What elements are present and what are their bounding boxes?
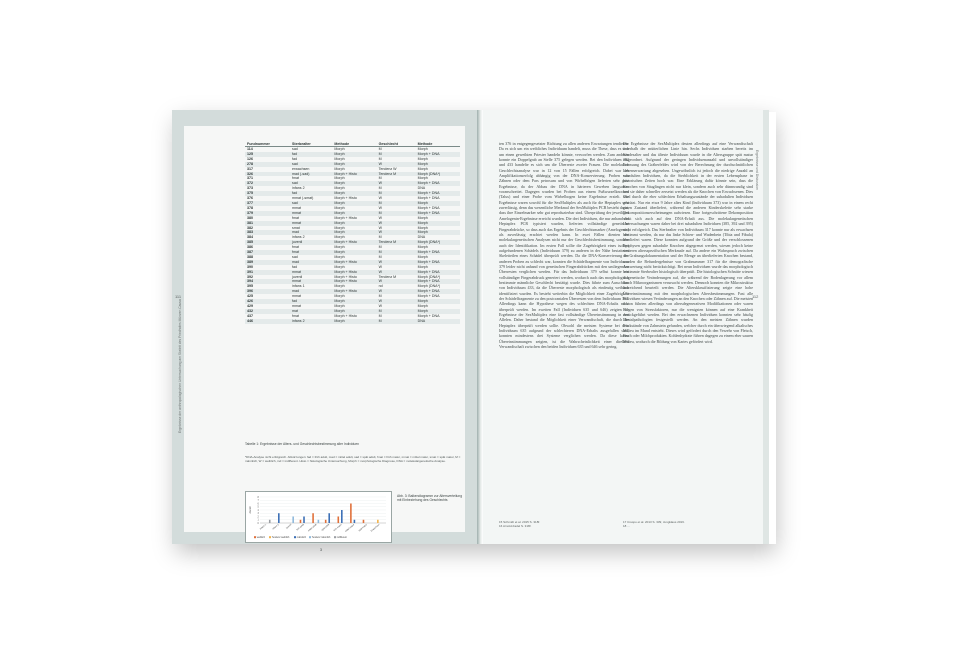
- table-cell: M: [378, 147, 382, 151]
- bar-chart: [246, 492, 391, 542]
- legend-label: Tendenz männlich: [311, 537, 331, 539]
- table-cell: Morph + Histo: [334, 215, 357, 220]
- table-cell: Morph + DNA: [416, 191, 460, 196]
- table-cell: fad: [290, 191, 332, 196]
- table-cell: Morph: [332, 211, 376, 216]
- table-cell: M: [378, 294, 382, 299]
- table-cell: 388: [247, 254, 253, 259]
- table-cell: Morph: [332, 230, 376, 235]
- table-cell: Morph + Histo: [332, 279, 376, 284]
- table-cell: Morph: [332, 201, 376, 206]
- table-cell: sad: [290, 181, 332, 186]
- table-cell: Morph: [417, 156, 428, 161]
- table-cell: Morph: [332, 162, 376, 167]
- table-cell: W: [378, 215, 382, 220]
- y-tick-label: 8: [257, 496, 259, 499]
- bar: [278, 513, 280, 523]
- bar: [341, 510, 343, 523]
- table-cell: W: [377, 230, 416, 235]
- table-cell: infans 2: [292, 235, 305, 240]
- bar: [354, 520, 356, 523]
- table-cell: 377: [245, 201, 290, 206]
- table-cell: Morph + Histo: [332, 260, 376, 265]
- table-cell: 390: [247, 264, 253, 269]
- legend-swatch: [309, 536, 311, 538]
- table-cell: Morph: [332, 250, 376, 255]
- table-cell: Morph (DNA*): [417, 284, 441, 289]
- table-cell: infans 2: [292, 186, 305, 191]
- table-cell: mmat: [292, 294, 301, 299]
- table-cell: mmat: [292, 205, 301, 210]
- table-cell: 383: [245, 230, 290, 235]
- table-cell: Morph: [334, 225, 345, 230]
- table-cell: 382: [247, 225, 253, 230]
- table-cell: Morph: [417, 225, 428, 230]
- table-cell: Morph + Histo: [334, 313, 357, 318]
- table-cell: Morph + DNA: [417, 196, 440, 201]
- table-cell: Morph: [334, 166, 345, 171]
- y-tick-label: 0: [257, 522, 259, 525]
- table-cell: fad: [290, 152, 332, 157]
- table-cell: W: [378, 196, 382, 201]
- table-cell: Morph: [417, 254, 428, 259]
- column-header: Sterbealter: [290, 141, 332, 147]
- column-header: Methode: [416, 141, 460, 147]
- table-cell: W: [377, 162, 416, 167]
- table-cell: W: [377, 279, 416, 284]
- table-cell: Morph: [417, 245, 428, 250]
- table-cell: W: [377, 289, 416, 294]
- table-cell: mmat: [292, 304, 301, 308]
- table-cell: smat: [292, 225, 300, 230]
- table-cell: 378: [247, 205, 253, 210]
- table-row: [245, 319, 460, 324]
- table-cell: 387: [245, 250, 290, 255]
- x-tick-label: mittel adult: [307, 524, 318, 533]
- legend-swatch: [254, 536, 256, 538]
- legend-label: indifferent: [336, 537, 347, 539]
- table-cell: fmat: [292, 245, 300, 250]
- table-cell: Morph: [417, 147, 428, 151]
- column-header: Methode: [332, 141, 376, 147]
- table-cell: DNA: [417, 235, 426, 240]
- table-cell: Tendenz W: [378, 166, 397, 171]
- table-cell: Morph: [334, 235, 345, 240]
- table-cell: M: [378, 313, 382, 318]
- text-column-1: [499, 141, 629, 511]
- table-cell: W: [377, 299, 416, 304]
- table-cell: 386: [247, 245, 253, 250]
- table-cell: Morph: [334, 264, 345, 269]
- table-cell: Morph: [417, 215, 428, 220]
- table-cell: fmat: [290, 250, 332, 255]
- table-cell: W: [377, 181, 416, 186]
- legend-label: männlich: [296, 537, 307, 539]
- table-cell: Morph: [416, 230, 460, 235]
- table-cell: 396: [245, 289, 290, 294]
- table-cell: 425: [247, 294, 253, 299]
- table-cell: Morph: [416, 309, 460, 314]
- table-cell: Morph + Histo: [332, 289, 376, 294]
- column-2-text: Die Ergebnisse der SexMultiplex deuten allerdings auf eine Verwandtschaft innerhalb der mütterlichen Linie hin. Sechs Individuen starben bereits im Kindesalter und das älteste Individuum wurde in die Altersgruppe spät matur eingeordnet. Aufgrund der geringen Individuenanzahl und unvollständiger Erfassung des Gräberfeldes wird von der Berechnung der durchschnittlichen Lebenserwartung abgesehen. Ungewöhnlich ist jedoch die niedrige Anzahl an subadulten Individuen, da die Sterblichkeit in der ersten Lebensphase in historischen Zeiten hoch war. Eine Erklärung dafür könnte sein, dass die Knochen von Säuglingen nicht nur klein, sondern auch sehr dünnwandig sind und sie daher schneller zersetzt werden als die Knochen von Erwachsenen. Dies wird durch die eher schlechten Erhaltungszustände der subadulten Individuen gestützt. Nur ein etwa 9 Jahre altes Kind (Individuum 373) war in einem recht guten Zustand überliefert, während die anderen Kinderskelette sehr starke Dekompositionserscheinungen aufwiesen. Eine fortgeschrittene Dekomposition wirkt sich auch auf den DNA-Erhalt aus. Die molekulargenetischen Untersuchungen waren daher bei drei subadulten Individuen (385, 392 und 395) nicht erfolgreich. Das Sterbealter von Individuum 317 konnte nur als erwachsen bestimmt werden, da nur das linke Schien- und Wadenbein (Tibia und Fibula) überliefert waren. Diese konnten aufgrund der Größe und der verschlossenen Epiphysen gegen subadulte Knochen abgegrenzt werden, wiesen jedoch keine weiteren altersspezifischen Merkmale auf. Da andere ein Wahrspruch zwischen der Grabungsdokumentation und der Menge an überlieferten Knochen bestand, wurden die Befundergebnisse von Grabnummer 317 für die demografische Auswertung nicht berücksichtigt. Bei neun Individuen wurde das morphologisch bestimmte Sterbealter histologisch überprüft. Die histologischen Schnitte wiesen diagenetische Veränderungen auf, die während der Bodenlagerung vor allem durch Mikroorganismen verursacht werden. Dennoch konnten die Mikrostruktur ausreichend beurteilt werden. Die Altersklassifizierung zeigte eine hohe Übereinstimmung mit den morphologischen Altersbestimmungen. Fast alle Individuen wiesen Veränderungen an den Knochen oder Zähnen auf. Die meisten davon führten allerdings von altersdegenerativen Modifikationen oder waren Folgen von Stressfaktoren, nur die wenigsten können auf eine Krankheit zurückgeführt werden. Bei den erwachsenen Individuen konnten sehr häufig Dentalpathologien festgestellt werden. An den meisten Zähnen wurden Rückstände von Zahnstein gefunden, welcher durch ein überwiegend alkalisches Milieu im Mund entsteht. Dieses wird gefördert durch den Verzehr von Fleisch, Fisch oder Milchprodukten. Kohlenhydrate führen dagegen zu einem eher sauren Milieu, wodurch die Bildung von Karies gefördert wird.: [623, 141, 753, 344]
- bar: [303, 517, 305, 524]
- table-cell: Morph: [417, 166, 428, 171]
- table-cell: Morph: [334, 304, 345, 308]
- table-cell: 379: [245, 211, 290, 216]
- legend-swatch: [294, 536, 296, 538]
- column-header: Fundnummer: [245, 141, 290, 147]
- table-cell: 446: [245, 319, 290, 324]
- table-cell: W: [378, 205, 382, 210]
- table-cell: M: [378, 245, 382, 250]
- table-cell: W: [378, 304, 382, 308]
- table-cell: W: [377, 260, 416, 265]
- text-column-2: [623, 141, 753, 511]
- table-cell: juvenil: [292, 274, 303, 279]
- table-cell: Morph: [416, 201, 460, 206]
- table-cell: Morph: [334, 176, 345, 181]
- table-cell: 326: [245, 172, 290, 177]
- table-cell: 385: [245, 240, 290, 245]
- bar: [300, 520, 302, 523]
- table-cell: 392: [247, 274, 253, 279]
- table-cell: fad: [292, 156, 298, 161]
- table-cell: mat: [290, 309, 332, 314]
- left-running-header: Ergebnisse der anthropologischen Untersuchung am Skelett des Friedhofes Münzen Causa: [178, 299, 182, 433]
- table-cell: Morph: [334, 205, 345, 210]
- table-cell: 432: [245, 309, 290, 314]
- bar: [269, 520, 271, 523]
- table-cell: W: [378, 225, 382, 230]
- table-cell: Tendenz M: [377, 240, 416, 245]
- table-cell: Morph: [416, 221, 460, 226]
- table-cell: fad: [290, 299, 332, 304]
- table-cell: DNA: [417, 186, 426, 191]
- table-cell: Morph + DNA: [417, 294, 440, 299]
- x-tick-label: mittel matur: [345, 524, 356, 533]
- table-cell: Morph + DNA: [416, 279, 460, 284]
- table-cell: 381: [245, 221, 290, 226]
- table-cell: 429: [247, 304, 253, 308]
- table-cell: Morph: [334, 186, 345, 191]
- table-cell: M: [377, 309, 416, 314]
- table-cell: M: [377, 211, 416, 216]
- table-cell: 375: [245, 191, 290, 196]
- y-tick-label: 7: [257, 500, 259, 503]
- table-cell: Morph + Histo: [334, 196, 357, 201]
- table-cell: 278: [245, 162, 290, 167]
- table-cell: M: [378, 176, 382, 181]
- table-cell: mad: [290, 289, 332, 294]
- table-cell: M: [378, 156, 382, 161]
- bar: [325, 520, 327, 523]
- table-cell: Morph + DNA: [416, 211, 460, 216]
- table-cell: Morph: [416, 162, 460, 167]
- y-tick-label: 4: [257, 509, 259, 512]
- bar: [318, 520, 320, 523]
- table-cell: 371: [247, 176, 253, 181]
- table-cell: mad: [290, 260, 332, 265]
- table-cell: Morph: [417, 176, 428, 181]
- table-cell: sad: [290, 162, 332, 167]
- left-page-number: 111: [175, 294, 182, 299]
- table-cell: 373: [247, 186, 253, 191]
- table-cell: Morph: [334, 294, 345, 299]
- table-cell: Morph + DNA: [416, 250, 460, 255]
- table-cell: 125: [245, 152, 290, 157]
- y-tick-label: 2: [257, 516, 259, 519]
- table-cell: Morph: [334, 245, 345, 250]
- table-cell: Morph (DNA*): [416, 240, 460, 245]
- x-tick-label: infans 2: [272, 524, 280, 531]
- table-cell: Morph: [332, 309, 376, 314]
- x-tick-label: spät adult: [321, 524, 330, 532]
- table-cell: Tendenz M: [377, 172, 416, 177]
- table-cell: M: [377, 191, 416, 196]
- table-cell: M: [378, 235, 382, 240]
- table-cell: W: [377, 221, 416, 226]
- figure-frame: [245, 491, 392, 543]
- table-cell: M: [377, 201, 416, 206]
- table-cell: W: [377, 270, 416, 275]
- table-cell: Morph + Histo: [332, 240, 376, 245]
- y-axis-label: Anzahl: [250, 506, 252, 514]
- table-cell: 126: [247, 156, 253, 161]
- table-cell: 317: [247, 166, 253, 171]
- table-cell: 376: [247, 196, 253, 201]
- table-cell: Morph + Histo: [332, 172, 376, 177]
- table-cell: fmat: [292, 176, 300, 181]
- y-tick-label: 5: [257, 506, 259, 509]
- table-cell: Morph + DNA: [416, 181, 460, 186]
- table-cell: M: [377, 319, 416, 324]
- table-cell: 394: [245, 279, 290, 284]
- table-cell: Morph: [334, 284, 345, 289]
- table-cell: fad: [292, 264, 298, 269]
- table-cell: fmat: [292, 313, 300, 318]
- table-body: [245, 147, 460, 324]
- x-tick-label: früh adult: [296, 524, 305, 532]
- bar: [328, 513, 330, 523]
- table-cell: M: [377, 250, 416, 255]
- table-cell: 391: [245, 270, 290, 275]
- table-cell: Morph: [332, 181, 376, 186]
- table-cell: M: [377, 152, 416, 157]
- table-cell: Morph + DNA: [417, 313, 440, 318]
- table-cell: mad (-sad): [290, 172, 332, 177]
- table-cell: nd: [378, 284, 383, 289]
- table-cell: Morph: [332, 152, 376, 157]
- table-cell: Morph: [417, 264, 428, 269]
- footnotes-column-2: 17 Crespo et al. 2013 S. 339; Jungklaus 2016. 18 ...: [623, 520, 685, 529]
- x-tick-label: früh matur: [333, 524, 343, 532]
- table-cell: 380: [247, 215, 253, 220]
- table-cell: mmat: [290, 211, 332, 216]
- footnotes-column-1: 15 Schmidt et al. 2015 S. 318f. 16 Arnold-Fadel S. 318f.: [499, 520, 541, 529]
- table-cell: 395: [247, 284, 253, 289]
- table-cell: Morph + Histo: [334, 274, 357, 279]
- table-cell: 389: [245, 260, 290, 265]
- table-cell: mmat: [290, 279, 332, 284]
- left-page-foot: 3: [320, 548, 322, 552]
- table-cell: fmat: [292, 215, 300, 220]
- table-cell: Morph: [332, 191, 376, 196]
- table-cell: W: [378, 264, 382, 269]
- y-tick-label: 3: [257, 513, 259, 516]
- table-cell: mad: [290, 230, 332, 235]
- y-tick-label: 1: [257, 519, 259, 522]
- table-cell: juvenil: [290, 240, 332, 245]
- table-cell: Morph: [332, 221, 376, 226]
- table-cell: sad: [290, 201, 332, 206]
- table-cell: DNA: [416, 319, 460, 324]
- x-tick-label: juvenil: [286, 524, 293, 530]
- table-cell: Morph + DNA: [416, 270, 460, 275]
- bar: [363, 520, 365, 523]
- y-tick-label: 6: [257, 503, 259, 506]
- table-cell: sad: [292, 147, 298, 151]
- table-cell: mmat: [290, 270, 332, 275]
- table-cell: 426: [245, 299, 290, 304]
- bar: [337, 517, 339, 524]
- x-tick-label: spät matur: [358, 524, 368, 533]
- table-cell: M: [378, 254, 382, 259]
- table-cell: Morph (DNA*): [417, 274, 441, 279]
- table-caption: Tabelle 1: Ergebnisse der Alters- und Geschlechtsbestimmung aller Individuen: [245, 442, 359, 446]
- table-cell: infans 1: [292, 284, 305, 289]
- table-cell: Morph + DNA: [417, 205, 440, 210]
- table-cell: Morph: [332, 319, 376, 324]
- x-tick-label: infans 1: [259, 524, 267, 531]
- table-cell: Morph: [332, 299, 376, 304]
- table-cell: 437: [247, 313, 253, 318]
- table-cell: Morph + Histo: [332, 270, 376, 275]
- table-cell: mmat: [290, 221, 332, 226]
- legend-swatch: [269, 536, 271, 538]
- table-cell: mmat (-smat): [292, 196, 314, 201]
- table-cell: infans 2: [290, 319, 332, 324]
- legend-label: weiblich: [256, 537, 265, 539]
- page-edge: [763, 110, 769, 544]
- table-cell: erwachsen: [292, 166, 310, 171]
- bar: [350, 504, 352, 524]
- table-cell: 114: [247, 147, 253, 151]
- table-footnote: *DNA-Analyse nicht erfolgreich. Abkürzungen: fad = früh adult, mad = mittel adult, sad = spät adult, fmat = früh matur, mmat = mittel matur, smat = spät matur, M = männlich, W = weiblich, ind = indifferent. Histo = histologische Untersuchung, Morph = morphologische Diagnose, DNA = molekulargenetische Analyse.: [245, 455, 461, 464]
- findings-table: [245, 141, 460, 324]
- table-cell: Morph + DNA: [416, 289, 460, 294]
- table-cell: 372: [245, 181, 290, 186]
- table-cell: Morph + DNA: [416, 152, 460, 157]
- right-running-header: Ergebnisse und Diskussion: [755, 150, 759, 190]
- bar: [377, 520, 379, 523]
- column-1-text: ten 376 in entgegengesetzter Richtung zu allen anderen Erwartungen tendieren. Da es sich um ein weibliches Individuum handelt, muss die These, dass es sich um einen geweihten Priester handeln könnte, verworfen werden. Zum anderen konnte ein Doppelgrab an Stelle 375 gelegen werden. Bei den Individuen 382 und 433 handelte es sich um die Überreste zweier Frauen. Die molekulare Geschlechtsanalyse war in 12 von 15 Fällen erfolgreich. Dabei war der Amplifikationserfolg abhängig von der DNA-Konservierung. Proben von Zähnen oder dem Pars petrosum und von Wirbelbögen lieferten sehr gute Ergebnisse, da der Abbau der DNA in härteren Geweben langsamer voranschreitet. Dagegen wurden bei Proben aus einem Fußwurzelknochen (Talus) und einer Probe vom Wirbelbogen keine Ergebnisse erzielt. Die Ergebnisse waren sowohl für die SexMultiplex als auch für die Heptaplex sehr zuverlässig, denn das wesentliche Merkmal der SexMultiplex PCR besteht darin, dass ihre Einzelmarker sehr gut reproduzierbar sind. Überprüfung der jeweiligen Amelogenin-Ergebnisse erreicht wurden. Die drei Individuen, die nur anhand der Heptaplex PCR typisiert wurden, lieferten vollständige genetische Fingerabdrücke, so dass auch das Ergebnis der Geschlechtsmarker (Amelogenin) als zuverlässig erachtet werden kann. In zwei Fällen dienten die molekulargenetischen Analysen nicht nur der Geschlechtsbestimmung, sondern auch der Identifikation. Im ersten Fall sollte die Zugehörigkeit eines isoliert aufgefundenen Schädels (Individuum 379) zu anderen in der Nähe bestatteten Skeletteilen eines Schädel überprüft werden. Da die DNA-Konservierung der anderen Proben zu schlecht war, konnten die Schädelfragmente von Individuum 379 leider nicht anhand von genetischen Fingerabdrücken mit den umliegenden Überresten verglichen werden. Für das Individuum 379 selbst konnte ein vollständiger Fingerabdruck generiert werden, wodurch auch das morphologisch bestimmte männliche Geschlecht bestätigt wurde. Dies führte zum Ausschluss von Individuum 433, da die Überreste morphologisch als eindeutig weiblich identifiziert wurden. Es besteht weiterhin die Möglichkeit einer Zugehörigkeit der Schädelfragmente zu den postcranialen Überresten von dem Individuum 391. Allerdings kann die Hypothese wegen des schlechten DNA-Erhalts nicht überprüft werden. Im zweiten Fall (Individuen 635 und 646) zeigten die Ergebnisse der SexMultiplex eine fast vollständige Übereinstimmung in den Allelen. Daher bestand die Möglichkeit einer Verwandtschaft, die durch die Heptaplex überprüft werden sollte. Obwohl die meisten Systeme bei dem Individuum 635 aufgrund der schlechteren DNA-Erhalts ausgefallen sind, konnten mindestens drei Systeme verglichen werden. Da diese kaum Übereinstimmungen zeigten, ist die Wahrscheinlichkeit einer direkten Verwandtschaft zwischen den beiden Individuen 635 und 646 sehr gering.: [499, 141, 629, 350]
- bar: [312, 513, 314, 523]
- table-cell: Morph: [417, 304, 428, 308]
- table-cell: Morph: [334, 147, 345, 151]
- table-cell: Morph: [334, 254, 345, 259]
- bar: [292, 517, 294, 524]
- right-page-number: 112: [752, 294, 759, 299]
- table-cell: sad: [292, 254, 298, 259]
- table-cell: Morph (DNA*): [416, 172, 460, 177]
- x-tick-label: Erwachsen: [370, 524, 381, 533]
- legend-label: Tendenz weiblich: [271, 537, 290, 539]
- table-cell: Morph: [334, 156, 345, 161]
- table-cell: Morph: [416, 299, 460, 304]
- table-cell: M: [378, 186, 382, 191]
- figure-caption: Abb. 3: Balkendiagramm zur Altersverteilung mit Einbeziehung des Geschlechts: [397, 494, 463, 503]
- table-cell: Tendenz M: [378, 274, 397, 279]
- table-cell: Morph + DNA: [416, 260, 460, 265]
- table-cell: 384: [247, 235, 253, 240]
- column-header: Geschlecht: [377, 141, 416, 147]
- legend-swatch: [334, 536, 336, 538]
